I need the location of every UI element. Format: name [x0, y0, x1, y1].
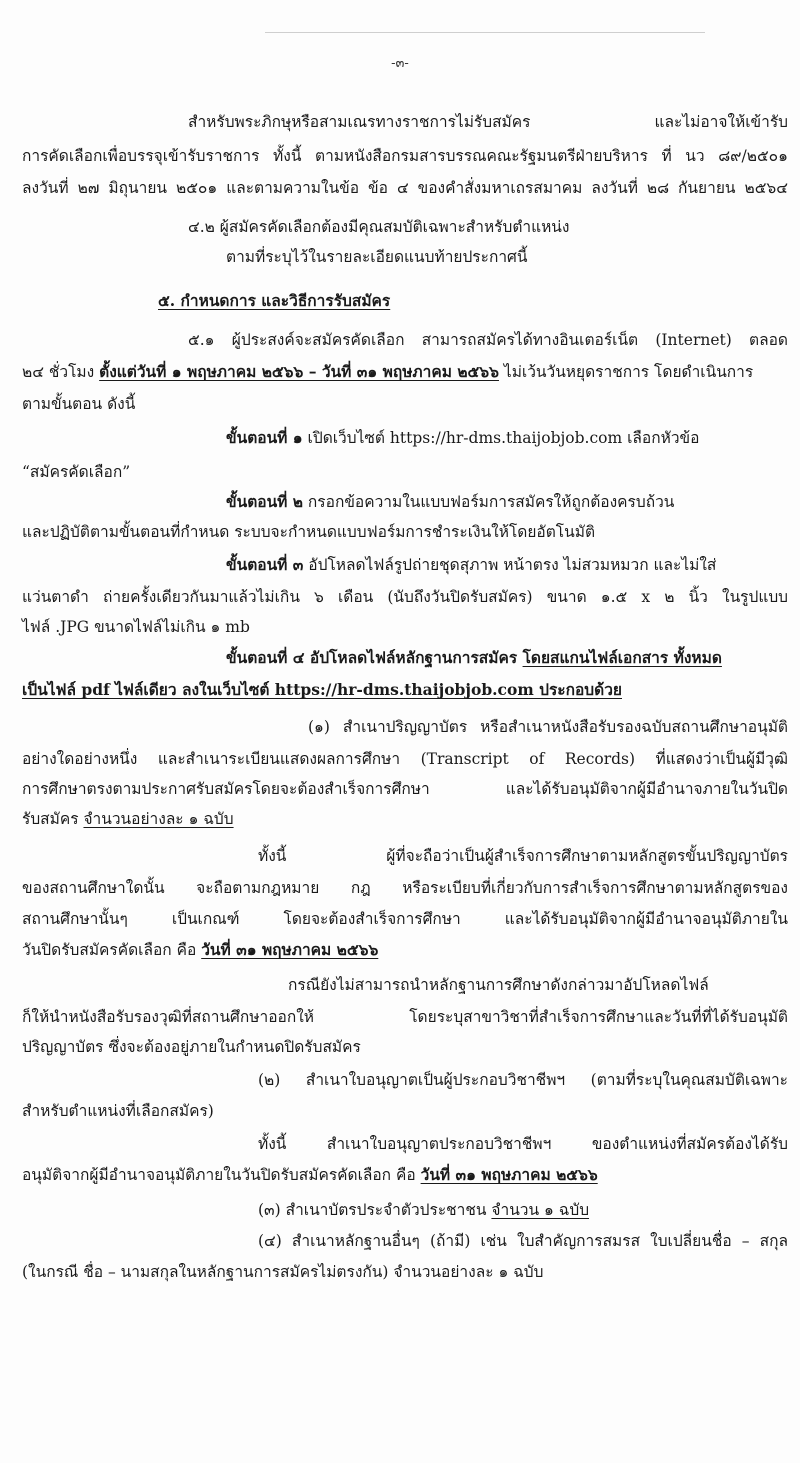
- step-line: ขั้นตอนที่ ๔ อัปโหลดไฟล์หลักฐานการสมัคร โดยสแกนไฟล์เอกสาร ทั้งหมด: [226, 648, 722, 667]
- page-number: -๓-: [391, 56, 409, 71]
- paragraph-line: (ในกรณี ชื่อ – นามสกุลในหลักฐานการสมัครไม่ตรงกัน) จำนวนอย่างละ ๑ ฉบับ: [22, 1263, 544, 1281]
- paragraph-line: ตามที่ระบุไว้ในรายละเอียดแนบท้ายประกาศนี้: [226, 248, 528, 266]
- list-item: (๔) สำเนาหลักฐานอื่นๆ (ถ้ามี) เช่น ใบสำคัญการสมรส ใบเปลี่ยนชื่อ – สกุล: [258, 1232, 788, 1250]
- paragraph-line: ๕.๑ ผู้ประสงค์จะสมัครคัดเลือก สามารถสมัครได้ทางอินเตอร์เน็ต (Internet) ตลอด: [188, 331, 788, 349]
- list-item: (๓) สำเนาบัตรประจำตัวประชาชน จำนวน ๑ ฉบับ: [258, 1201, 590, 1219]
- paragraph-line: ตามขั้นตอน ดังนี้: [22, 395, 136, 413]
- top-rule: [265, 32, 705, 33]
- paragraph-line: รับสมัคร จำนวนอย่างละ ๑ ฉบับ: [22, 810, 234, 828]
- paragraph-line: วันปิดรับสมัครคัดเลือก คือ วันที่ ๓๑ พฤษภาคม ๒๕๖๖: [22, 940, 379, 959]
- step-line: ขั้นตอนที่ ๑ เปิดเว็บไซต์ https://hr-dms.thaijobjob.com เลือกหัวข้อ: [226, 428, 700, 447]
- paragraph-line: แว่นตาดำ ถ่ายครั้งเดียวกันมาแล้วไม่เกิน ๖ เดือน (นับถึงวันปิดรับสมัคร) ขนาด ๑.๕ x ๒ นิ้ว ในรูปแบบ: [22, 588, 788, 606]
- paragraph-line: “สมัครคัดเลือก”: [22, 463, 131, 481]
- paragraph-line: และปฏิบัติตามขั้นตอนที่กำหนด ระบบจะกำหนดแบบฟอร์มการชำระเงินให้โดยอัตโนมัติ: [22, 523, 596, 541]
- section-heading: ๕. กำหนดการ และวิธีการรับสมัคร: [158, 291, 391, 310]
- step-line: ขั้นตอนที่ ๒ กรอกข้อความในแบบฟอร์มการสมัครให้ถูกต้องครบถ้วน: [226, 492, 675, 511]
- paragraph-line: ๒๔ ชั่วโมง ตั้งแต่วันที่ ๑ พฤษภาคม ๒๕๖๖ – วันที่ ๓๑ พฤษภาคม ๒๕๖๖ ไม่เว้นวันหยุดราชการ โดยดำเนินการ: [22, 362, 754, 381]
- paragraph-line: ไฟล์ .JPG ขนาดไฟล์ไม่เกิน ๑ mb: [22, 618, 250, 636]
- paragraph-line: การศึกษาตรงตามประกาศรับสมัครโดยจะต้องสำเร็จการศึกษา และได้รับอนุมัติจากผู้มีอำนาจภายในวันปิด: [22, 780, 788, 798]
- list-item: (๑) สำเนาปริญญาบัตร หรือสำเนาหนังสือรับรองฉบับสถานศึกษาอนุมัติ: [308, 718, 788, 736]
- list-item: (๒) สำเนาใบอนุญาตเป็นผู้ประกอบวิชาชีพฯ (ตามที่ระบุในคุณสมบัติเฉพาะ: [258, 1071, 788, 1089]
- paragraph-line: ลงวันที่ ๒๗ มิถุนายน ๒๕๐๑ และตามความในข้อ ข้อ ๔ ของคำสั่งมหาเถรสมาคม ลงวันที่ ๒๘ กันยายน ๒๕๖๔: [22, 179, 788, 197]
- paragraph-line: สำหรับตำแหน่งที่เลือกสมัคร): [22, 1102, 214, 1120]
- step-line: ขั้นตอนที่ ๓ อัปโหลดไฟล์รูปถ่ายชุดสุภาพ หน้าตรง ไม่สวมหมวก และไม่ใส่: [226, 555, 717, 574]
- paragraph-line: ทั้งนี้ สำเนาใบอนุญาตประกอบวิชาชีพฯ ของตำแหน่งที่สมัครต้องได้รับ: [258, 1135, 788, 1153]
- paragraph-line: อย่างใดอย่างหนึ่ง และสำเนาระเบียนแสดงผลการศึกษา (Transcript of Records) ที่แสดงว่าเป็นผู้มีวุฒิ: [22, 750, 788, 768]
- paragraph-line: ๔.๒ ผู้สมัครคัดเลือกต้องมีคุณสมบัติเฉพาะสำหรับตำแหน่ง: [188, 218, 570, 236]
- paragraph-line: ก็ให้นำหนังสือรับรองวุฒิที่สถานศึกษาออกให้ โดยระบุสาขาวิชาที่สำเร็จการศึกษาและวันที่ที่ได้รับอนุมัติ: [22, 1008, 788, 1026]
- paragraph-line: ทั้งนี้ ผู้ที่จะถือว่าเป็นผู้สำเร็จการศึกษาตามหลักสูตรขั้นปริญญาบัตร: [258, 847, 788, 865]
- application-period: ตั้งแต่วันที่ ๑ พฤษภาคม ๒๕๖๖ – วันที่ ๓๑ พฤษภาคม ๒๕๖๖: [99, 362, 499, 381]
- paragraph-line: การคัดเลือกเพื่อบรรจุเข้ารับราชการ ทั้งนี้ ตามหนังสือกรมสารบรรณคณะรัฐมนตรีฝ่ายบริหาร ที่ นว ๘๙/๒๕๐๑: [22, 147, 788, 165]
- paragraph-line: อนุมัติจากผู้มีอำนาจอนุมัติภายในวันปิดรับสมัครคัดเลือก คือ วันที่ ๓๑ พฤษภาคม ๒๕๖๖: [22, 1165, 598, 1184]
- paragraph-line: เป็นไฟล์ pdf ไฟล์เดียว ลงในเว็บไซต์ https://hr-dms.thaijobjob.com ประกอบด้วย: [22, 680, 622, 699]
- paragraph-line: ปริญญาบัตร ซึ่งจะต้องอยู่ภายในกำหนดปิดรับสมัคร: [22, 1038, 361, 1056]
- paragraph-line: ของสถานศึกษาใดนั้น จะถือตามกฎหมาย กฎ หรือระเบียบที่เกี่ยวกับการสำเร็จการศึกษาตามหลักสูตรของ: [22, 879, 788, 897]
- paragraph-line: สถานศึกษานั้นๆ เป็นเกณฑ์ โดยจะต้องสำเร็จการศึกษา และได้รับอนุมัติจากผู้มีอำนาจอนุมัติภายใน: [22, 910, 788, 928]
- paragraph-line: สำหรับพระภิกษุหรือสามเณรทางราชการไม่รับสมัคร และไม่อาจให้เข้ารับ: [188, 113, 788, 131]
- paragraph-line: กรณียังไม่สามารถนำหลักฐานการศึกษาดังกล่าวมาอัปโหลดไฟล์: [288, 976, 709, 994]
